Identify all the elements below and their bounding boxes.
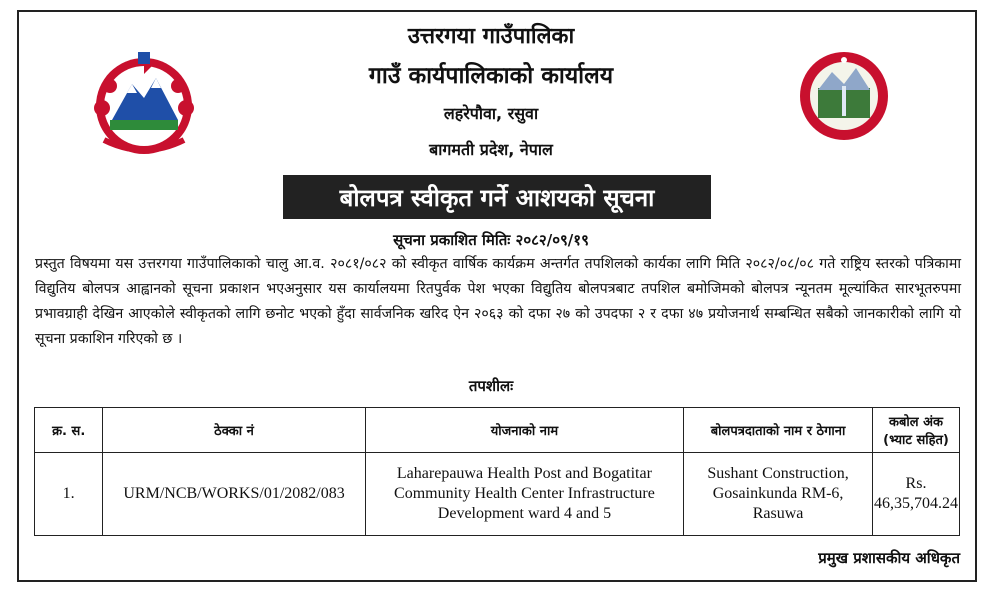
table-row	[35, 453, 960, 536]
award-table	[34, 407, 960, 536]
cell-sn: 1.	[35, 453, 103, 536]
table-header-row	[35, 408, 960, 453]
notice-title: बोलपत्र स्वीकृत गर्ने आशयको सूचना	[283, 175, 711, 219]
col-header-amount: कबोल अंक (भ्याट सहित)	[873, 408, 960, 453]
office-name: गाउँ कार्यपालिकाको कार्यालय	[368, 63, 614, 89]
cell-project: Laharepauwa Health Post and Bogatitar Community Health Center Infrastructure Development ward 4 and 5	[365, 453, 683, 536]
details-heading: तपशीलः	[468, 377, 514, 395]
province-country: बागमती प्रदेश, नेपाल	[429, 140, 553, 159]
col-header-contract-no: ठेक्का नं	[103, 408, 365, 453]
notice-body: प्रस्तुत विषयमा यस उत्तरगया गाउँपालिकाको चालु आ.व. २०८१/०८२ को स्वीकृत वार्षिक कार्यक्रम अन्तर्गत तपशिलको कार्यका लागि मिति २०८२/०८/०८ गते राष्ट्रिय स्तरको पत्रिकामा विद्युतिय बोलपत्र आह्वानको सूचना प्रकाशन भएअनुसार यस कार्यालयमा रितपुर्वक पेश भएका विद्युतिय बोलपत्रबाट तपशिल बमोजिमको बोलपत्र न्यूनतम मूल्यांकित सारभूतरुपमा प्रभावग्राही देखिन आएकोले स्वीकृतको लागि छनोट भएको हुँदा सार्वजनिक खरिद ऐन २०६३ को दफा २७ को उपदफा २ र दफा ४७ प्रयोजनार्थ सम्बन्धित सबैको जानकारीको लागि यो सूचना प्रकाशिन गरिएको छ ।	[35, 256, 962, 347]
municipality-name: उत्तरगया गाउँपालिका	[407, 24, 575, 49]
office-location: लहरेपौवा, रसुवा	[443, 104, 539, 123]
col-header-sn: क्र. स.	[35, 408, 103, 453]
col-header-bidder: बोलपत्रदाताको नाम र ठेगाना	[684, 408, 873, 453]
cell-contract-no: URM/NCB/WORKS/01/2082/083	[103, 453, 365, 536]
cell-amount: Rs. 46,35,704.24	[873, 453, 960, 536]
cell-bidder: Sushant Construction, Gosainkunda RM-6, Rasuwa	[684, 453, 873, 536]
signatory-title: प्रमुख प्रशासकीय अधिकृत	[818, 549, 960, 567]
col-header-project: योजनाको नाम	[365, 408, 683, 453]
published-date: सूचना प्रकाशित मितिः २०८२/०९/१९	[393, 231, 589, 249]
